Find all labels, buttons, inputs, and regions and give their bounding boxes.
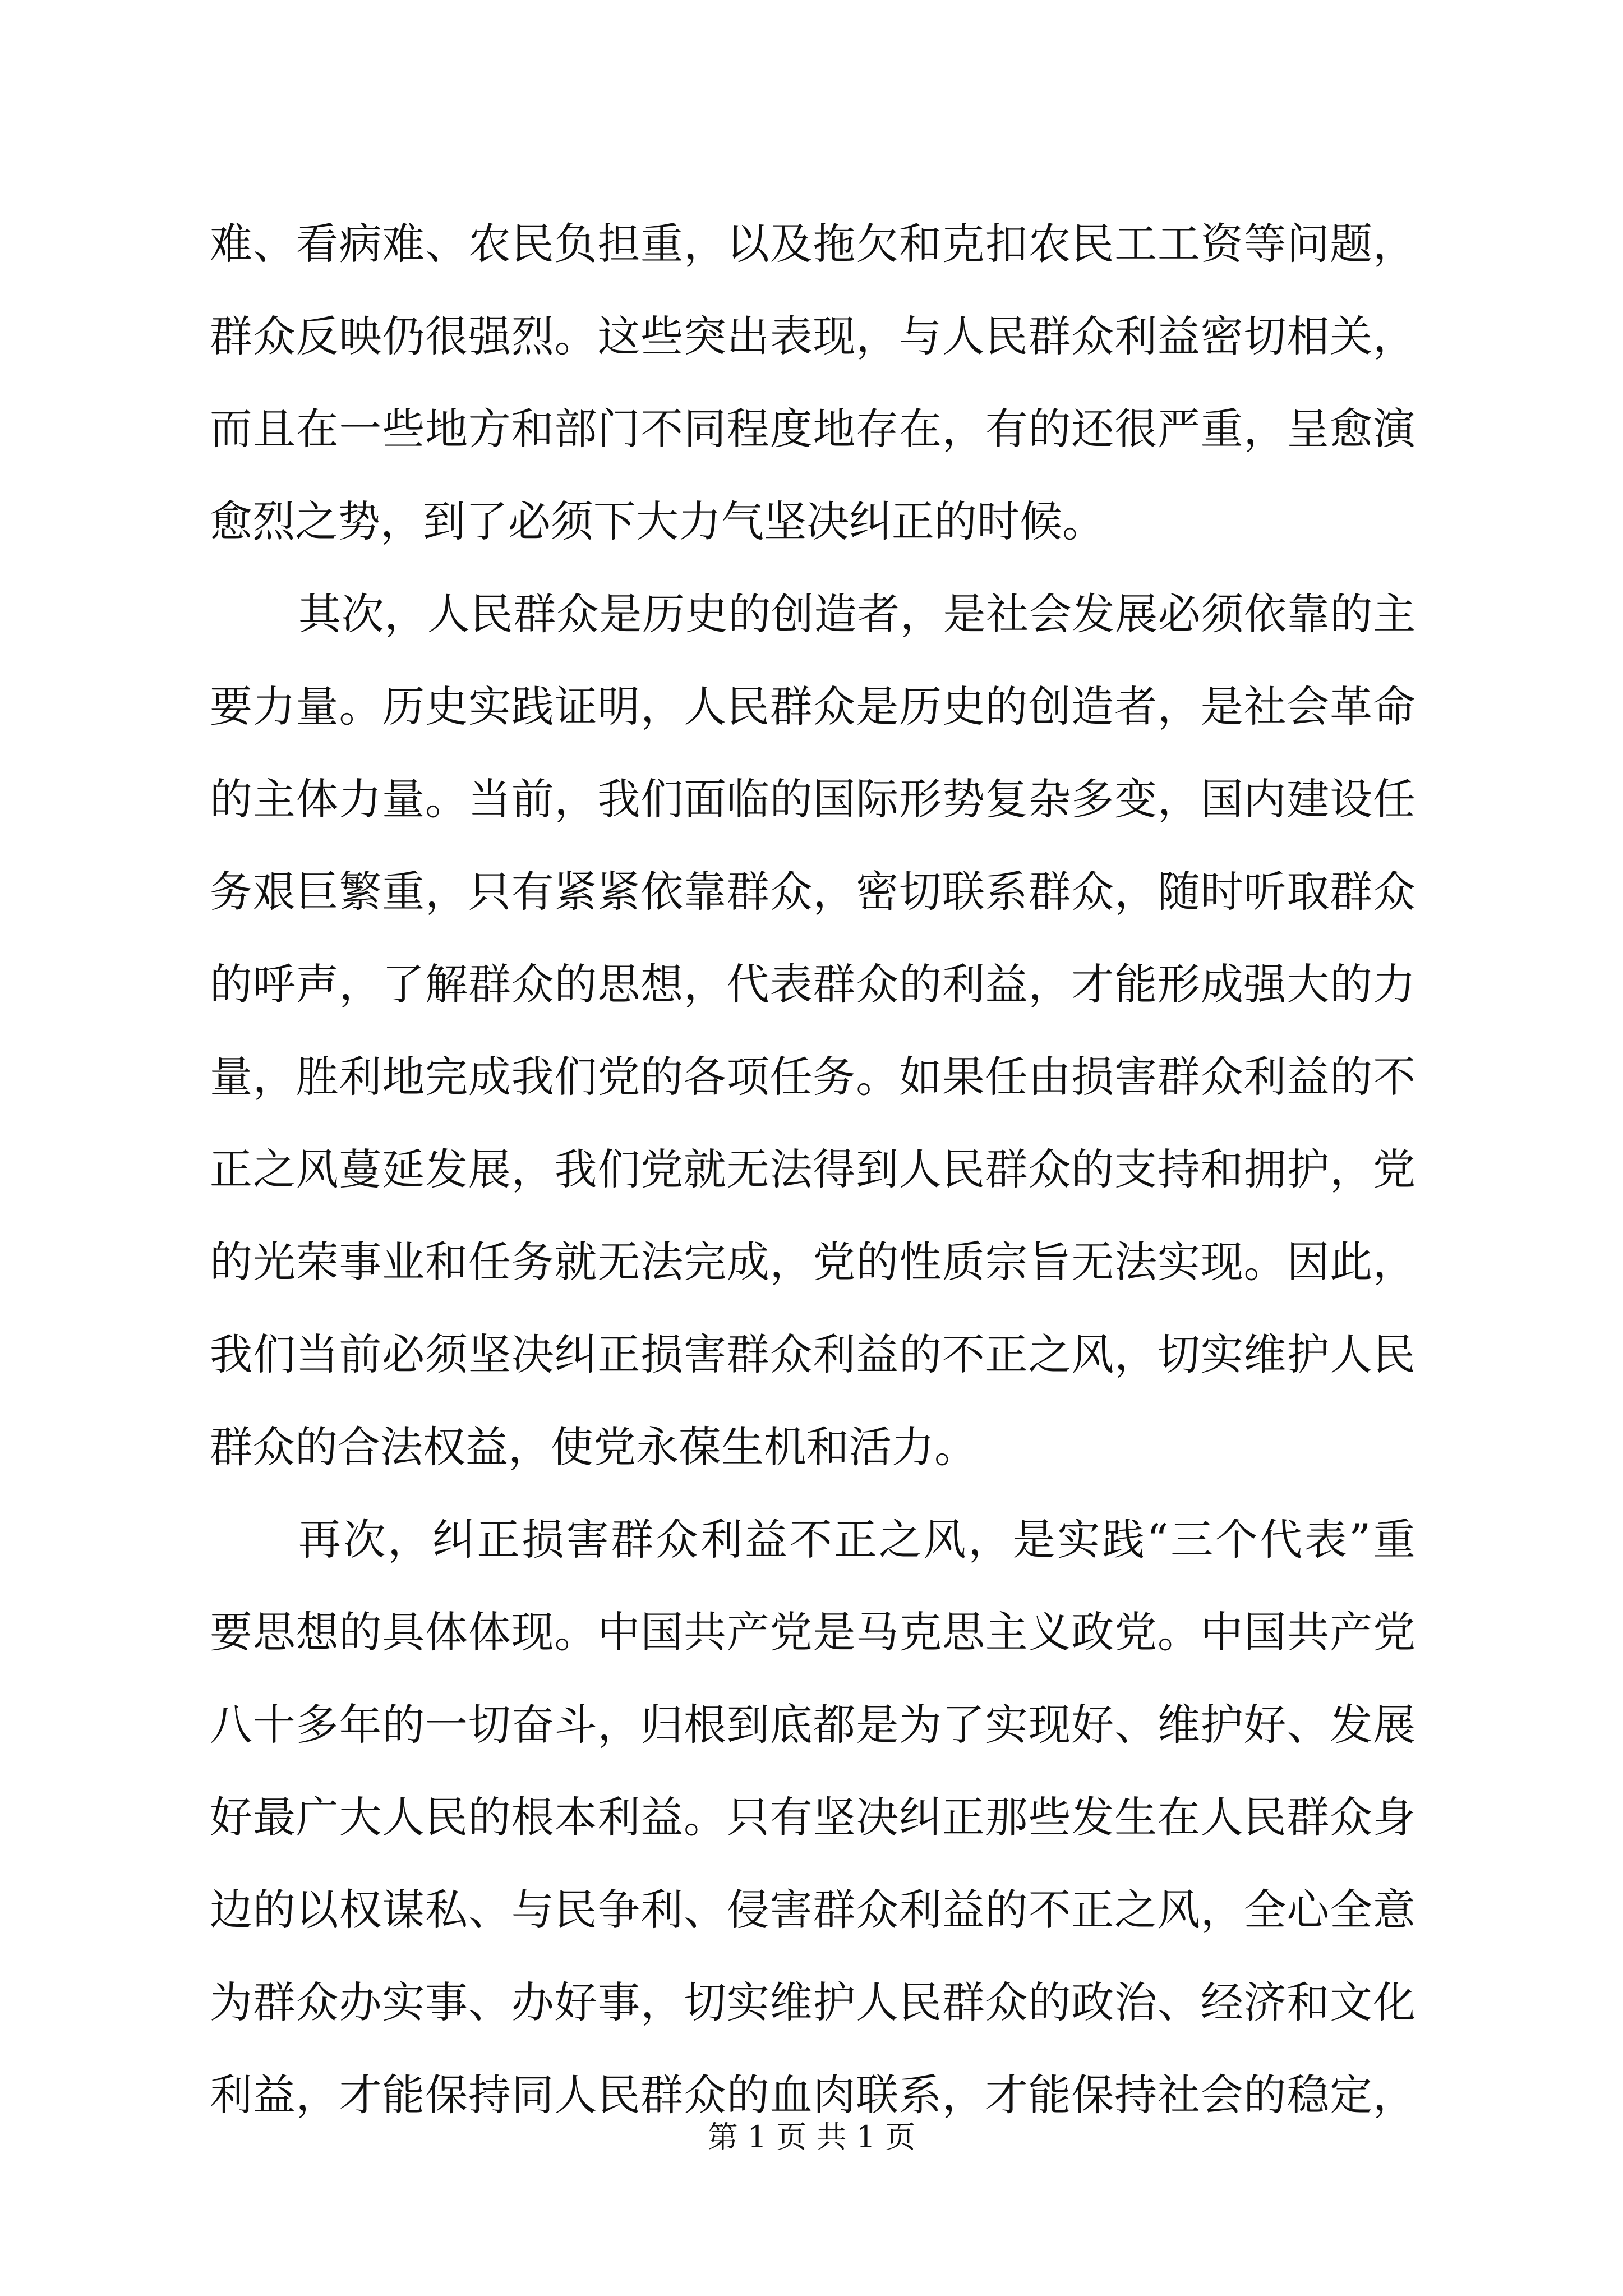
page-footer: 第 1 页 共 1 页: [707, 2119, 916, 2155]
text-line: 的主体力量。当前，我们面临的国际形势复杂多变，国内建设任: [210, 774, 1415, 824]
paragraph-first-line: 再次，纠正损害群众利益不正之风，是实践“三个代表”重: [298, 1515, 1415, 1565]
text-line: 为群众办实事、办好事，切实维护人民群众的政治、经济和文化: [210, 1977, 1415, 2027]
text-line: 要思想的具体体现。中国共产党是马克思主义政党。中国共产党: [210, 1607, 1415, 1657]
text-line: 而且在一些地方和部门不同程度地存在，有的还很严重，呈愈演: [210, 404, 1415, 454]
text-line: 愈烈之势，到了必须下大力气坚决纠正的时候。: [210, 496, 1105, 546]
text-line: 难、看病难、农民负担重，以及拖欠和克扣农民工工资等问题，: [210, 219, 1415, 269]
text-line: 的光荣事业和任务就无法完成，党的性质宗旨无法实现。因此，: [210, 1237, 1415, 1287]
text-line: 利益，才能保持同人民群众的血肉联系，才能保持社会的稳定，: [210, 2070, 1415, 2120]
text-line: 边的以权谋私、与民争利、侵害群众利益的不正之风，全心全意: [210, 1885, 1415, 1935]
text-line: 八十多年的一切奋斗，归根到底都是为了实现好、维护好、发展: [210, 1700, 1415, 1750]
text-line: 务艰巨繁重，只有紧紧依靠群众，密切联系群众，随时听取群众: [210, 867, 1415, 917]
text-line: 好最广大人民的根本利益。只有坚决纠正那些发生在人民群众身: [210, 1792, 1415, 1842]
text-line: 量，胜利地完成我们党的各项任务。如果任由损害群众利益的不: [210, 1052, 1415, 1102]
text-line: 要力量。历史实践证明，人民群众是历史的创造者，是社会革命: [210, 682, 1415, 731]
text-line: 群众反映仍很强烈。这些突出表现，与人民群众利益密切相关，: [210, 311, 1415, 361]
body-text: [210, 197, 1415, 2141]
paragraph-first-line: 其次，人民群众是历史的创造者，是社会发展必须依靠的主: [298, 589, 1415, 639]
text-line: 群众的合法权益，使党永葆生机和活力。: [210, 1422, 977, 1472]
text-line: 我们当前必须坚决纠正损害群众利益的不正之风，切实维护人民: [210, 1329, 1415, 1379]
text-line: 正之风蔓延发展，我们党就无法得到人民群众的支持和拥护，党: [210, 1144, 1415, 1194]
text-line: 的呼声，了解群众的思想，代表群众的利益，才能形成强大的力: [210, 959, 1415, 1009]
